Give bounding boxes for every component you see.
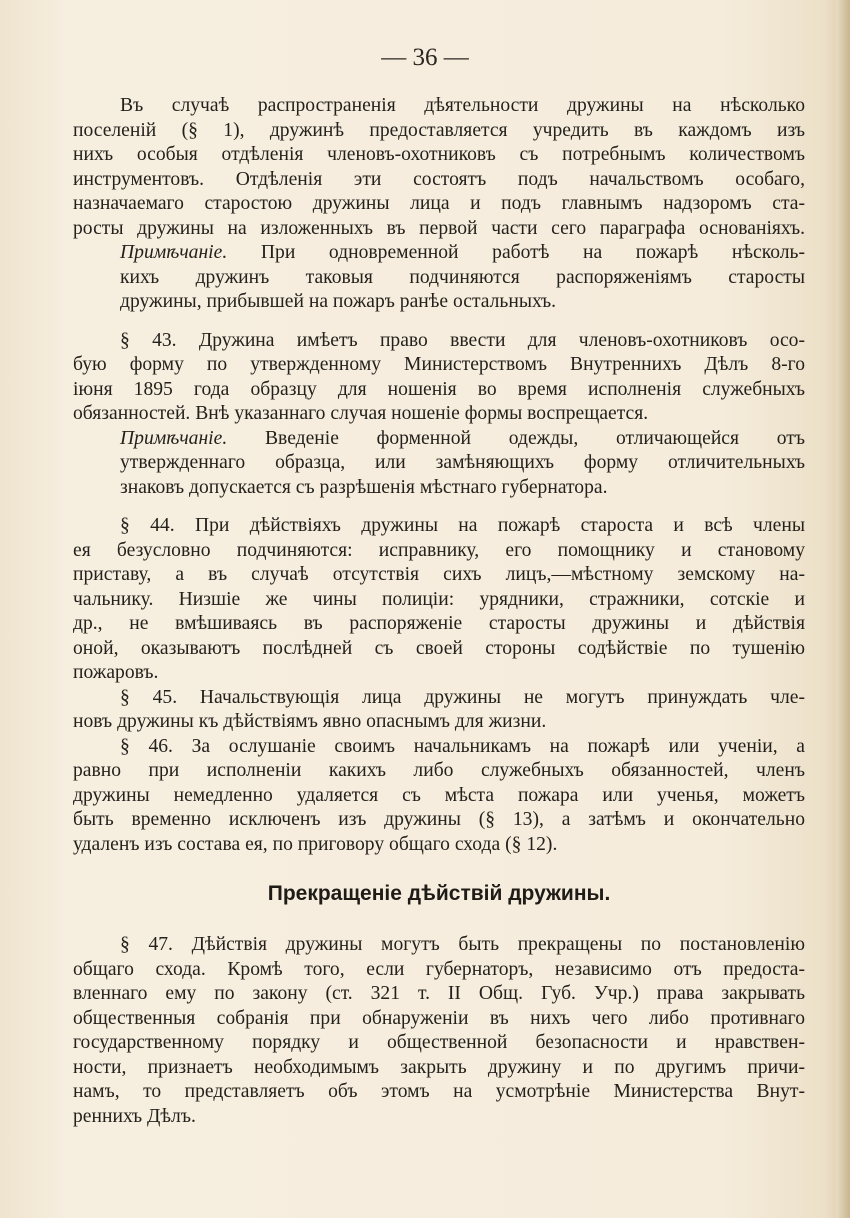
text-line: оной, оказываютъ послѣдней съ своей стороны содѣйствіе по тушенію (73, 637, 805, 659)
page-edge-shadow (836, 0, 850, 1218)
text-line: обязанностей. Внѣ указаннаго случая ношеніе формы воспрещается. (73, 403, 649, 424)
text-line: утвержденнаго образца, или замѣняющихъ форму отличительныхъ (120, 452, 805, 473)
note-label: Примѣчаніе. (120, 427, 228, 449)
note-1 (73, 241, 805, 315)
text-line: § 43. Дружина имѣетъ право ввести для членовъ-охотниковъ осо- (120, 329, 805, 351)
paragraph-intro (73, 94, 805, 241)
paragraph-43 (73, 329, 805, 427)
text-line: знаковъ допускается съ разрѣшенія мѣстнаго губернатора. (120, 476, 608, 498)
note-2 (73, 427, 805, 501)
text-line: общаго схода. Кромѣ того, если губернаторъ, независимо отъ предоста- (73, 958, 805, 980)
text-line: § 46. За ослушаніе своимъ начальникамъ на пожарѣ или ученіи, а (120, 735, 805, 757)
paragraph-gap (73, 315, 805, 329)
text-line: инструментовъ. Отдѣленія эти состоятъ подъ начальствомъ особаго, (73, 168, 805, 190)
text-line: § 47. Дѣйствія дружины могутъ быть прекращены по постановленію (120, 934, 805, 955)
section-heading: Прекращеніе дѣйствій дружины. (267, 882, 611, 905)
body-text (73, 94, 805, 1129)
text-line: назначаемаго старостою дружины лица и подъ главнымъ надзоромъ ста- (73, 193, 805, 214)
paragraph-44 (73, 514, 805, 686)
text-line: нихъ особыя отдѣленія членовъ-охотниковъ съ потребнымъ количествомъ (73, 144, 805, 165)
text-line: равно при исполненіи какихъ либо служебныхъ обязанностей, членъ (73, 760, 805, 781)
text-line: дружины немедленно удаляется съ мѣста пожара или ученья, можетъ (73, 784, 805, 806)
text-line: ности, признаетъ необходимымъ закрыть дружину и по другимъ причи- (73, 1056, 805, 1078)
paragraph-45 (73, 686, 805, 735)
text-line: ея безусловно подчиняются: исправнику, его помощнику и становому (73, 539, 805, 561)
page-number: — 36 — (381, 44, 469, 71)
text-line: новъ дружины къ дѣйствіямъ явно опаснымъ для жизни. (73, 711, 547, 732)
text-line: іюня 1895 года образцу для ношенія во время исполненія служебныхъ (73, 378, 805, 400)
text-line: быть временно исключенъ изъ дружины (§ 13), а затѣмъ и окончательно (73, 809, 805, 830)
text-line: др., не вмѣшиваясь въ распоряженіе старосты дружины и дѣйствія (73, 613, 805, 634)
text-line: поселеній (§ 1), дружинѣ предоставляется учредить въ каждомъ изъ (73, 119, 805, 141)
note-first-line: Примѣчаніе. При одновременной работѣ на пожарѣ нѣсколь- (120, 242, 805, 263)
text-line: чальнику. Низшіе же чины полиціи: урядники, стражники, сотскіе и (73, 588, 805, 610)
text-line: общественныя собранія при обнаруженіи въ нихъ чего либо противнаго (73, 1007, 805, 1029)
text-line: § 45. Начальствующія лица дружины не могутъ принуждать чле- (120, 686, 805, 708)
text-line: пожаровъ. (73, 662, 159, 683)
text-line: росты дружины на изложенныхъ въ первой части сего параграфа основаніяхъ. (73, 217, 805, 239)
text-line: намъ, то представляетъ объ этомъ на усмотрѣніе Министерства Внут- (73, 1081, 805, 1102)
paragraph-47 (73, 933, 805, 1129)
text-line: реннихъ Дѣлъ. (73, 1105, 196, 1127)
paragraph-46 (73, 735, 805, 858)
text-line: кихъ дружинъ таковыя подчиняются распоряженіямъ старосты (120, 266, 805, 288)
note-label: Примѣчаніе. (120, 242, 228, 263)
text-line: приставу, а въ случаѣ отсутствія сихъ лицъ,—мѣстному земскому на- (73, 564, 805, 585)
text-line: вленнаго ему по закону (ст. 321 т. II Общ. Губ. Учр.) права закрывать (73, 983, 805, 1004)
text-line: бую форму по утвержденному Министерствомъ Внутреннихъ Дѣлъ 8-го (73, 354, 805, 375)
text-line: удаленъ изъ состава ея, по приговору общаго схода (§ 12). (73, 833, 558, 855)
paragraph-gap (73, 500, 805, 514)
note-first-line: Примѣчаніе. Введеніе форменной одежды, отличающейся отъ (120, 427, 805, 449)
text-line: государственному порядку и общественной безопасности и нравствен- (73, 1032, 805, 1053)
text-line: § 44. При дѣйствіяхъ дружины на пожарѣ староста и всѣ члены (120, 515, 805, 536)
text-line: Въ случаѣ распространенія дѣятельности дружины на нѣсколько (120, 95, 805, 116)
text-line: дружины, прибывшей на пожаръ ранѣе остальныхъ. (120, 291, 557, 312)
